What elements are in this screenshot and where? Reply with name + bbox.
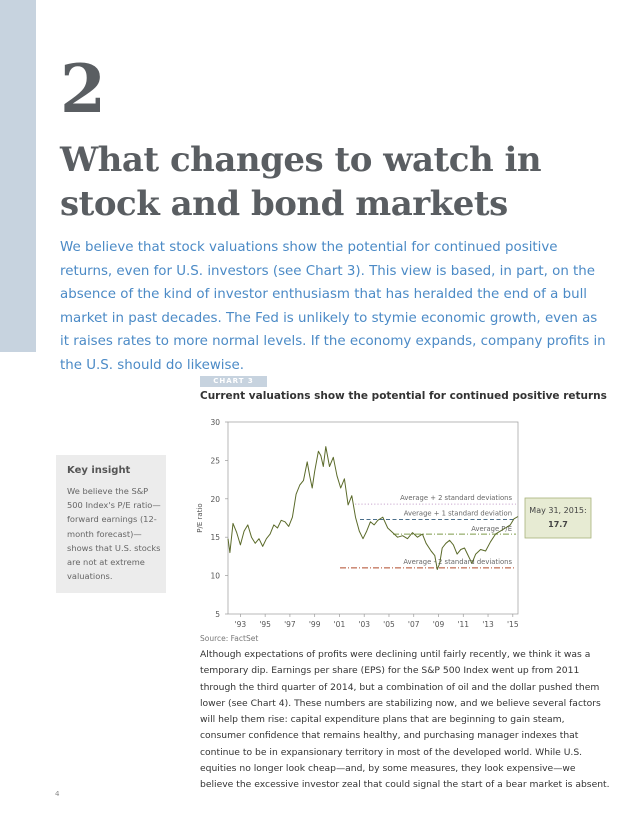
pe-ratio-chart: [190, 410, 600, 632]
chart-source: Source: FactSet: [200, 634, 259, 643]
chart-tag: CHART 3: [200, 376, 267, 387]
x-tick-label: '93: [234, 620, 247, 629]
x-tick-label: '03: [358, 620, 371, 629]
reference-line-label: Average - 2 standard deviations: [403, 557, 512, 566]
y-tick-label: 25: [210, 456, 220, 466]
callout-value: 17.7: [548, 520, 568, 529]
reference-line-label: Average + 1 standard deviation: [403, 509, 512, 518]
callout-date: May 31, 2015:: [529, 506, 587, 515]
plot-area-frame: [228, 422, 518, 614]
reference-line-label: Average P/E: [471, 525, 512, 534]
reference-line-label: Average + 2 standard deviations: [400, 494, 512, 503]
section-number: 2: [60, 50, 106, 128]
side-color-band: [0, 0, 36, 352]
intro-paragraph: We believe that stock valuations show the potential for continued positive returns, even for U.S. investors (see Chart 3). This view is based, in part, on the absence of the kind of investor enthusiasm that has heralded the end of a bull market in past decades. The Fed is unlikely to stymie economic growth, even as it raises rates to more normal levels. If the economy expands, company profits in the U.S. should do likewise.: [60, 240, 606, 373]
key-insight-title: Key insight: [67, 465, 131, 476]
y-tick-label: 15: [210, 533, 220, 543]
x-tick-label: '97: [284, 620, 296, 629]
body-paragraph: Although expectations of profits were declining until fairly recently, we think it was a temporary dip. Earnings per share (EPS) for the S&P 500 Index went up from 2011 through the third quarter of 2014, but a combination of oil and the dollar pushed them lower (see Chart 4). These numbers are stabilizing now, and we believe several factors will help them rise: capital expenditure plans that are beginning to gain steam, consumer confidence that remains healthy, and purchasing manager indexes that continue to be in expansionary territory in most of the developed world. While U.S. equities no longer look cheap—and, by some measures, they look expensive—we believe the excessive investor zeal that could signal the start of a bear market is absent.: [200, 649, 610, 791]
y-tick-label: 20: [210, 494, 220, 504]
x-tick-label: '05: [383, 620, 395, 629]
y-tick-label: 5: [215, 610, 220, 619]
chart-title: Current valuations show the potential for continued positive returns: [200, 390, 607, 402]
key-insight-body: We believe the S&P 500 Index's P/E ratio—forward earnings (12-month forecast)—shows that U.S. stocks are not at extreme valuations.: [67, 486, 161, 582]
key-insight-box: [56, 455, 166, 593]
section-title: What changes to watch in stock and bond markets: [60, 140, 542, 224]
callout-box: [525, 498, 591, 538]
x-tick-label: '99: [308, 620, 321, 629]
page-number: 4: [55, 790, 60, 798]
y-tick-label: 30: [210, 418, 220, 427]
x-tick-label: '01: [333, 620, 346, 629]
x-tick-label: '11: [457, 620, 470, 629]
x-tick-label: '15: [506, 620, 519, 629]
y-tick-label: 10: [210, 571, 220, 581]
x-tick-label: '09: [432, 620, 445, 629]
x-tick-label: '95: [259, 620, 271, 629]
series-line-pe: [228, 447, 518, 570]
latest-value-callout: [525, 498, 591, 538]
y-axis-label: P/E ratio: [196, 503, 204, 533]
x-tick-label: '07: [407, 620, 420, 629]
x-tick-label: '13: [482, 620, 494, 629]
